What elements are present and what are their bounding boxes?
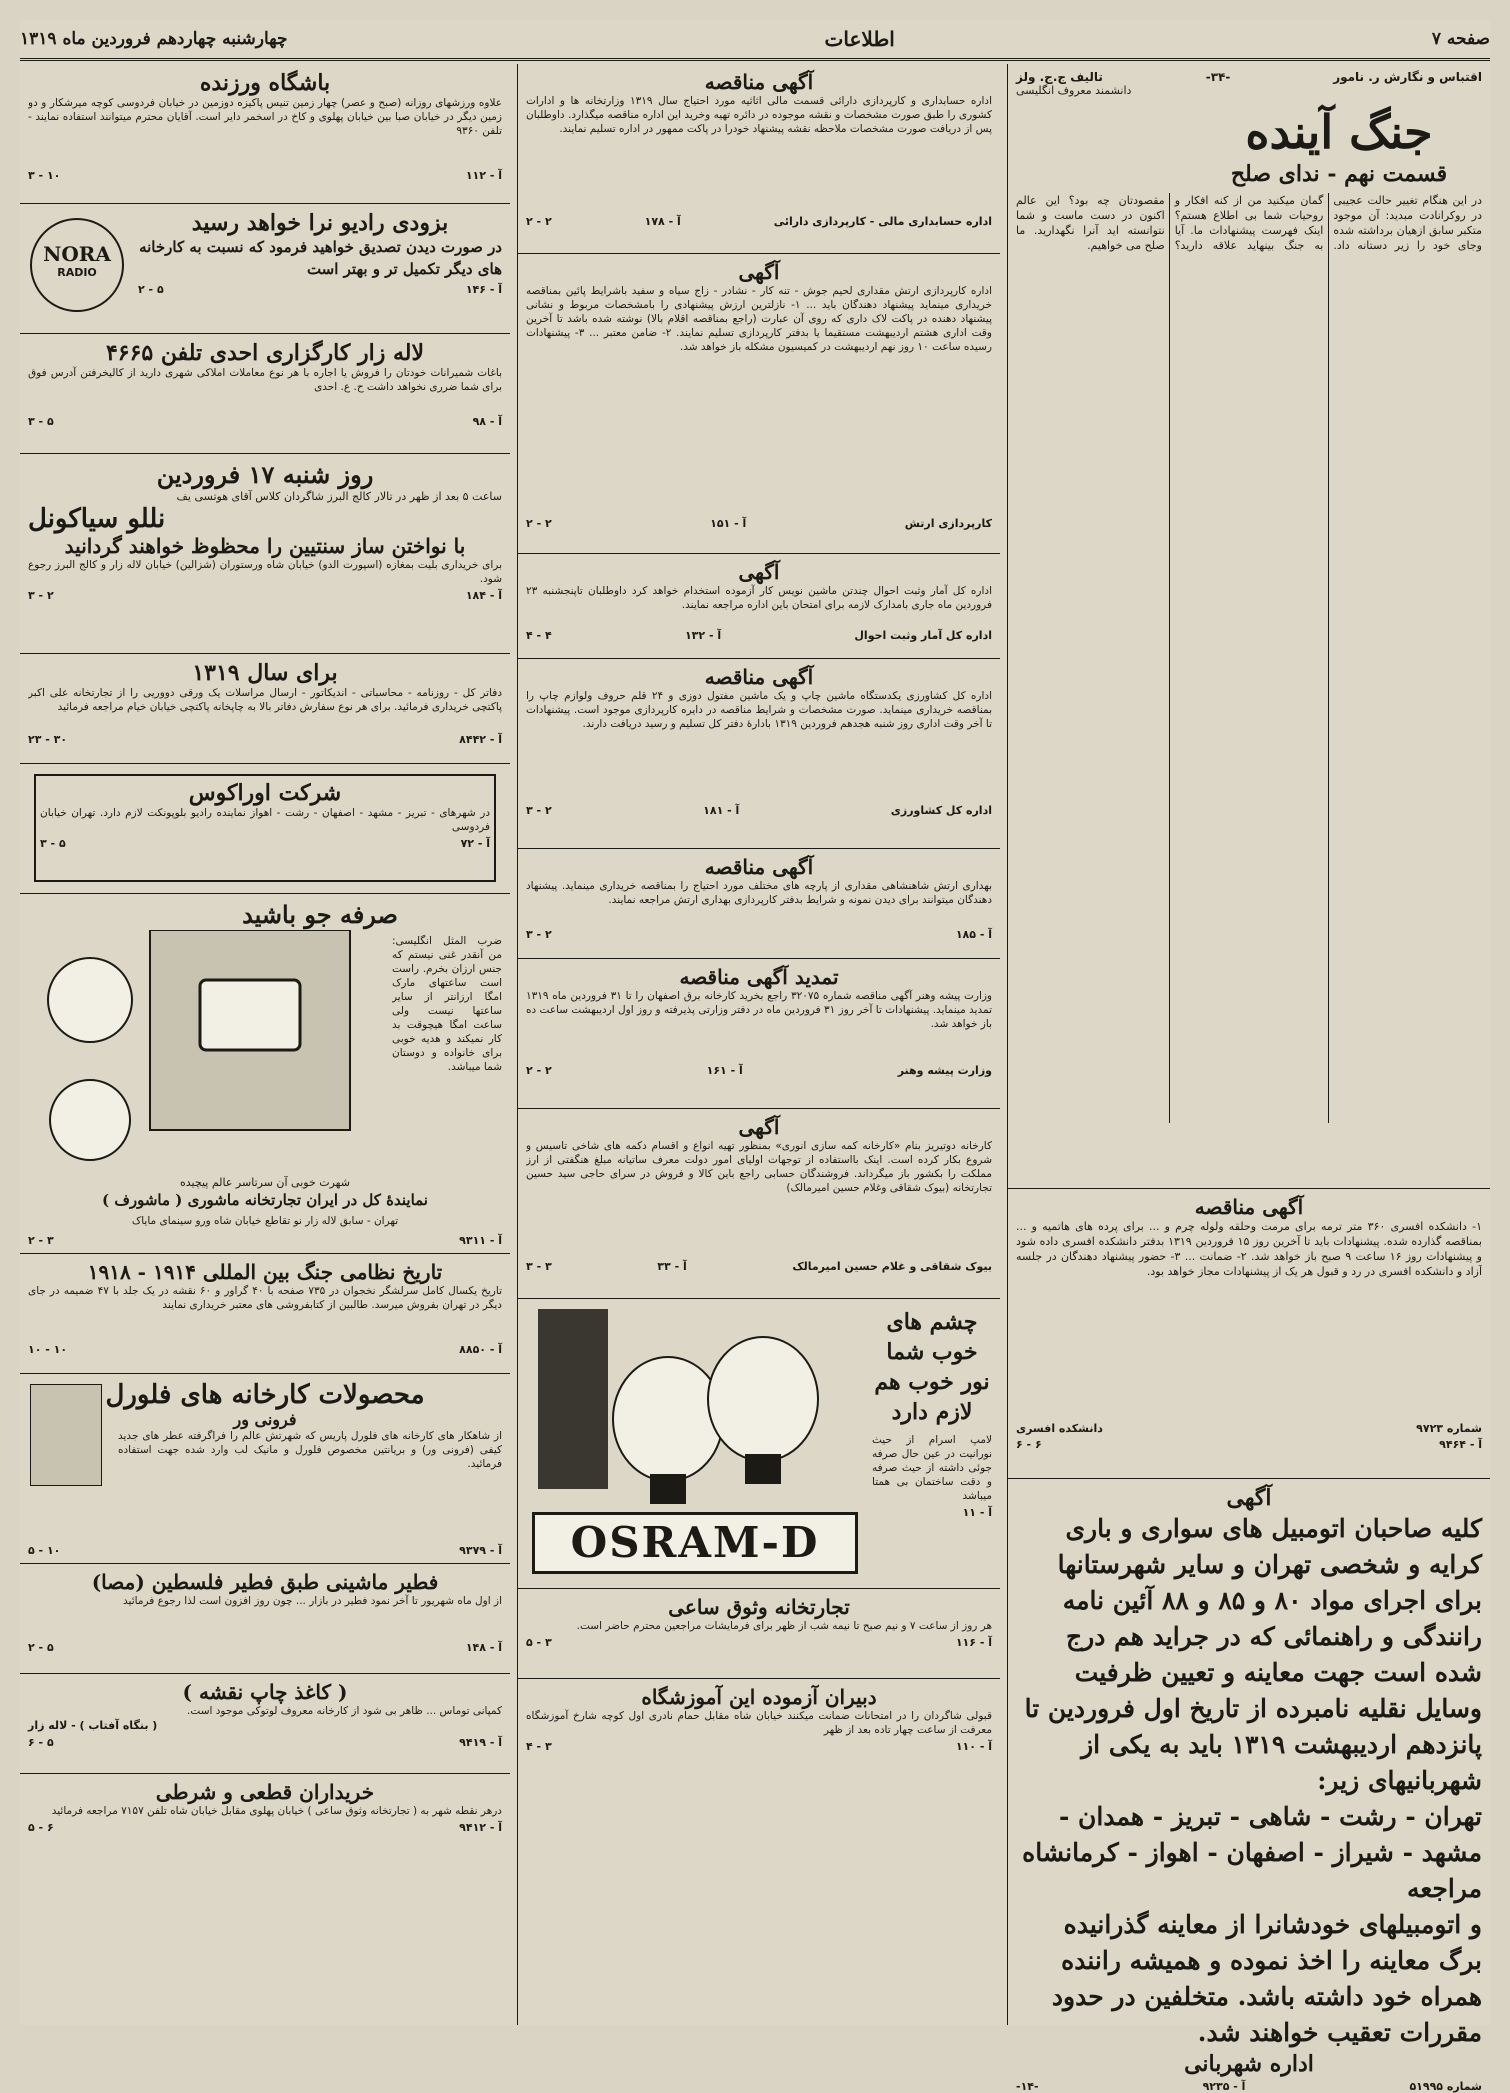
ad-text2: برای خریداری بلیت بمغازه (اسپورت الدو) خیابان شاه ورستوران (شزالین) خیابان لاله زار و کالج البرز رجوع شود. bbox=[28, 559, 502, 585]
ad-signature: اداره کل آمار وثبت احوال bbox=[854, 629, 992, 642]
newspaper-page bbox=[20, 20, 1490, 2093]
ad-code2: ۲ - ۲ bbox=[526, 517, 552, 530]
ad-code: آ - ۱۳۲ bbox=[684, 629, 722, 642]
bulb-right bbox=[708, 1337, 818, 1461]
ad-text: وزارت پیشه وهنر آگهی مناقصه شماره ۳۲۰۷۵ راجع بخرید کارخانه برق اصفهان را تا ۳۱ فروردین ماه ۱۳۱۹ تمدید مینماید. پیشنهادات تا آخر روز ۳۱ فروردین ماه در دفتر وزارتی پذیرفته و روز اول اردیبهشت ساعت ده باز خواهد شد. bbox=[526, 990, 992, 1030]
ad-code2: ۵ - ۳ bbox=[28, 415, 54, 428]
ad-text: اداره کارپردازی ارتش مقداری لحیم جوش - تنه کار - نشادر - زاج سیاه و سفید باشرایط پائین بمناقصه خریداری مینماید پیشنهاد دهندگان باید ... ۱- نازلترین ارزش پیشنهادی را بامشخصات مربوط و نشانی پیشنهاد دهنده در پاکت لاک داری که روی آن عبارت (راجع بمناقصه اقلام بالا) نوشته شده باشد تا آخرین وقت اداری هشتم اردیبهشت مستقیما یا بدفتر کارپردازی تسلیم نمایند. ۲- ضامن معتبر ... ۳- پیشنهادات رسیده ساعت ۱۰ روز نهم اردیبهشت در کمیسیون مشکله باز خواهد شد. bbox=[526, 285, 992, 353]
osram-logo: OSRAM-D bbox=[532, 1512, 858, 1574]
ad-officer-academy bbox=[1008, 1189, 1490, 1479]
ad-title: آگهی bbox=[738, 1115, 780, 1139]
ad-performer: نللو سیاکونل bbox=[28, 504, 166, 534]
ad-code2: ۲ - ۳ bbox=[526, 928, 552, 941]
ad-code2: -۱۴- bbox=[1016, 2080, 1039, 2093]
ad-code: آ - ۱۴۸ bbox=[465, 1641, 502, 1654]
ad-title: آگهی bbox=[738, 560, 780, 584]
ad-cities: تهران - رشت - شاهی - تبریز - همدان - مشهد - شیراز - اصفهان - اهواز - کرمانشاه مراجعه bbox=[1022, 1802, 1482, 1903]
ad-concert bbox=[20, 454, 510, 654]
boy-face bbox=[48, 958, 132, 1042]
bulb-left bbox=[613, 1357, 723, 1481]
ad-code: آ - ۳۳ bbox=[657, 1260, 687, 1273]
ad-osram-lamps bbox=[518, 1299, 1000, 1589]
ad-text: با نواختن ساز سنتیین را محظوظ خواهند گردانید bbox=[64, 534, 466, 558]
ad-subtitle: فرونی ور bbox=[233, 1410, 297, 1429]
ad-code: آ - ۱۱۰ bbox=[955, 1740, 992, 1753]
ad-code2: ۳ - ۲ bbox=[28, 1234, 54, 1247]
ad-code2: ۲ - ۲ bbox=[526, 215, 552, 228]
ad-subtitle: ساعت ۵ بعد از ظهر در تالار کالج البرز شاگردان کلاس آقای هوتسی یف bbox=[176, 490, 502, 503]
ad-code2: ۶ - ۶ bbox=[1016, 1438, 1042, 1451]
serial-story bbox=[1008, 64, 1490, 1189]
ad-title: خریداران قطعی و شرطی bbox=[155, 1780, 375, 1804]
ad-title: فطیر ماشینی طبق فطیر فلسطین (مصا) bbox=[91, 1570, 439, 1594]
masthead bbox=[20, 20, 1490, 61]
ad-text: قبولی شاگردان را در امتحانات ضمانت میکنند خیابان شاه مقابل حمام نادری اول کوچه شارخ آموزشگاه معرفت از ساعت چهار تاده بعد از ظهر bbox=[526, 1710, 992, 1736]
watch-face bbox=[200, 980, 300, 1050]
ad-omega-watches bbox=[20, 894, 510, 1254]
serial-adapted-by: اقتباس و نگارش ر. نامور bbox=[1333, 70, 1482, 84]
ad-floral-perfume bbox=[20, 1374, 510, 1564]
ad-code: آ - ۱۸۱ bbox=[703, 804, 740, 817]
ad-number: شماره ۹۷۲۳ bbox=[1416, 1422, 1482, 1435]
ad-code: آ - ۱۷۸ bbox=[644, 215, 681, 228]
ad-code: آ - ۹۳۷۹ bbox=[459, 1544, 502, 1557]
ad-title: ( کاغذ چاپ نقشه ) bbox=[182, 1680, 348, 1704]
ad-title: باشگاه ورزنده bbox=[199, 70, 331, 96]
ad-title: آگهی bbox=[738, 260, 780, 284]
ad-code2: ۱۰ - ۵ bbox=[28, 1544, 61, 1557]
ad-code: آ - ۹۸ bbox=[472, 415, 502, 428]
ad-statistics-office bbox=[518, 554, 1000, 659]
ad-code2: ۴ - ۴ bbox=[526, 629, 552, 642]
ad-signature: اداره شهربانی bbox=[1184, 2051, 1314, 2077]
ad-code2: ۵ - ۶ bbox=[28, 1736, 54, 1749]
ad-text2: و اتومبیلهای خودشانرا از معاینه گذرانیده برگ معاینه را اخذ نموده و همیشه راننده همراه خود داشته باشد. متخلفین در حدود مقررات تعقیب خواهند شد. bbox=[1051, 1910, 1482, 2047]
serial-title: جنگ آینده bbox=[1245, 105, 1433, 159]
ad-text: اداره حسابداری و کارپردازی دارائی قسمت مالی اثاثیه مورد احتیاج سال ۱۳۱۹ وزارتخانه ها و ادارات کشوری را طبق صورت مشخصات و نقشه موجوده در دائره تهیه وخرید این اداره مناقصه میگذارد. داوطلبان پس از دریافت صورت مشخصات ملاحظه نقشه پیشنهاد خودرا در پاکت ممهور در اداره تسلیم نمایند. bbox=[526, 95, 992, 135]
ad-code2: ۱۰ - ۳ bbox=[28, 169, 61, 182]
ad-finance-tender bbox=[518, 64, 1000, 254]
ad-army-health-tender bbox=[518, 849, 1000, 959]
ad-sports-club bbox=[20, 64, 510, 204]
ad-code2: ۲ - ۳ bbox=[526, 804, 552, 817]
ad-code: آ - ۱۵۱ bbox=[710, 517, 747, 530]
ad-text: کارخانه دوتیریز بنام «کارخانه کمه سازی انوری» بمنظور تهیه انواع و اقسام دکمه های شاخی تاسیس و شروع بکار کرده است. اینک بااستفاده از توجهات اولیای امور دولت معرف ساتیانه مبلغ هنگفتی از ارز مملکت را بکشور باز میگرداند. فروشندگان حسابی راجع باین کالا و فروش در سرای حاجی سید حسین تجارتخانه (بیوک شقاقی وغلام حسین امیرمالک) bbox=[526, 1140, 992, 1194]
ad-war-history bbox=[20, 1254, 510, 1374]
column-left bbox=[20, 64, 510, 2025]
ad-police-vehicles bbox=[1008, 1479, 1490, 2093]
ad-ahadi-agency bbox=[20, 334, 510, 454]
ad-buyers bbox=[20, 1774, 510, 1874]
ad-fame: شهرت خوبی آن سرتاسر عالم پیچیده bbox=[180, 1176, 350, 1189]
ad-code: آ - ۹۳۱۱ bbox=[459, 1234, 502, 1247]
ad-agriculture-tender bbox=[518, 659, 1000, 849]
ad-orakos bbox=[20, 764, 510, 894]
ad-code2: ۵ - ۳ bbox=[40, 837, 66, 850]
ad-text: تاریخ یکسال کامل سرلشگر نخجوان در ۷۳۵ صفحه با ۴۰ گراور و ۶۰ نقشه در یک جلد با ۴۷ ضمیمه در جای دیگر در تهران بفروش میرسد. طالبین از کتابفروشی های معتبر خریداری نمایند bbox=[28, 1285, 502, 1311]
nora-logo-sub: RADIO bbox=[57, 266, 97, 279]
ad-code: آ - ۱۸۵ bbox=[955, 928, 992, 941]
ad-button-factory bbox=[518, 1109, 1000, 1299]
ad-code: آ - ۱۱۲ bbox=[465, 169, 502, 182]
ad-text: در شهرهای - تبریز - مشهد - اصفهان - رشت - اهواز نماینده رادیو بلوپونکت لازم دارد. تهران خیابان فردوسی bbox=[40, 807, 490, 833]
man-face bbox=[50, 1080, 130, 1160]
column-right bbox=[1007, 64, 1490, 2093]
ad-title: روز شنبه ۱۷ فروردین bbox=[156, 460, 374, 489]
issue-date: چهارشنبه چهاردهم فروردین ماه ۱۳۱۹ bbox=[20, 29, 288, 49]
ad-map-paper bbox=[20, 1674, 510, 1774]
ad-signature: اداره حسابداری مالی - کارپردازی دارائی bbox=[773, 215, 992, 228]
ad-text: اداره کل کشاورزی یکدستگاه ماشین چاپ و یک ماشین مفتول دوزی و ۲۴ قلم حروف ولوازم چاپ را بمناقصه خریداری مینماید. صورت مشخصات و شرایط مناقصه در دایره کارپردازی موجود است. پیشنهادات تا آخر وقت اداری روز شنبه هجدهم فروردین ۱۳۱۹ بادارهٔ دفتر کل تسلیم و رسید دریافت دارند. bbox=[526, 690, 992, 730]
ad-agency: نمایندهٔ کل در ایران تجارتخانه ماشوری ( ماشورف ) bbox=[102, 1191, 428, 1209]
serial-author-desc: دانشمند معروف انگلیسی bbox=[1016, 84, 1132, 97]
building-silhouette bbox=[538, 1309, 608, 1489]
ad-title: آگهی bbox=[1226, 1485, 1272, 1511]
ad-shop: ( بنگاه آفتاب ) - لاله زار bbox=[28, 1719, 158, 1732]
ad-code: آ - ۷۲ bbox=[460, 837, 490, 850]
ad-text: کلیه صاحبان اتومبیل های سواری و باری کرایه و شخصی تهران و سایر شهرستانها برای اجرای مواد ۸۰ و ۸۵ و ۸۸ آئین نامه رانندگی و راهنمائی که در جراید هم درج شده است جهت معاینه و تعیین ظرفیت وسایل نقلیه نامبرده از تاریخ اول فروردین تا پانزدهم اردیبهشت ۱۳۱۹ باید به یکی از شهربانیهای زیر: bbox=[1024, 1514, 1482, 1795]
ad-title: آگهی مناقصه bbox=[1194, 1195, 1304, 1219]
ad-title: دبیران آزموده این آموزشگاه bbox=[641, 1685, 877, 1709]
ad-title: بزودی رادیو نرا خواهد رسید bbox=[191, 210, 449, 236]
ad-army-procurement bbox=[518, 254, 1000, 554]
ad-signature: دانشکده افسری bbox=[1016, 1422, 1103, 1435]
ad-title: برای سال ۱۳۱۹ bbox=[192, 660, 338, 686]
ad-signature: وزارت پیشه وهنر bbox=[897, 1064, 992, 1077]
ad-code2: ۲ - ۲ bbox=[526, 1064, 552, 1077]
newspaper-name: اطلاعات bbox=[824, 27, 895, 51]
ad-code2: ۲ - ۳ bbox=[28, 589, 54, 602]
ad-text: کمپانی توماس ... ظاهر بی شود از کارخانه معروف لوتوکی موجود است. bbox=[187, 1705, 502, 1717]
ad-text: هر روز از ساعت ۷ و نیم صبح تا نیمه شب از ظهر برای فرمایشات مراجعین محترم حاضر است. bbox=[576, 1620, 992, 1632]
ad-number: شماره ۵۱۹۹۵ bbox=[1409, 2080, 1482, 2093]
ad-code: آ - ۱۶۱ bbox=[706, 1064, 743, 1077]
serial-number: -۳۴- bbox=[1205, 70, 1231, 84]
osram-text: لامپ اسرام از حیث نورانیت در عین حال صرفه جوئی داشته از حیث صرفه و دقت ساختمان بی همتا میباشد bbox=[872, 1434, 992, 1502]
ad-text: دفاتر کل - روزنامه - محاسباتی - اندیکاتور - ارسال مراسلات یک ورقی دووریی را از تجارتخانه علی اکبر پاکتچی خریداری فرمائید. برای هر نوع سفارش دفاتر بالا به چاپخانه پاکتچی خیابان خیام مراجعه فرمائید bbox=[28, 687, 502, 713]
ad-code: آ - ۱۱۶ bbox=[955, 1636, 992, 1649]
perfume-bottle-image bbox=[30, 1384, 102, 1486]
ad-title: آگهی مناقصه bbox=[704, 70, 814, 94]
ad-code: آ - ۱۴۶ bbox=[465, 283, 502, 296]
ad-text: باغات شمیرانات خودتان را فروش یا اجاره با هر نوع معاملات املاکی شهری دارید از کالیخرفتن آدرس فوق برای شما ضرری نخواهد داشت ح. ع. احدی bbox=[28, 367, 502, 393]
ad-title: تاریخ نظامی جنگ بین المللی ۱۹۱۴ - ۱۹۱۸ bbox=[87, 1260, 443, 1284]
ad-text: اداره کل آمار وثبت احوال چندتن ماشین نویس کار آزموده استخدام خواهد کرد داوطلبان تاپنجشنبه ۲۳ فروردین ماه جاری بامدارک لازمه برای امتحان باین اداره مراجعه نمایند. bbox=[526, 585, 992, 611]
ad-text: علاوه ورزشهای روزانه (صبح و عصر) چهار زمین تنیس پاکیزه دوزمین در خیابان فردوسی کوچه میرشکار و دو زمین دیگر در خیابان صبا بین خیابان پهلوی و کاخ در اسخمر دایر است. آقایان محترم میتوانند استفاده نمایند - تلفن ۹۳۶۰ bbox=[28, 97, 502, 137]
column-middle bbox=[517, 64, 1000, 2025]
ad-palestine-pastry bbox=[20, 1564, 510, 1674]
ad-text: ضرب المثل انگلیسی: من آنقدر غنی نیستم که جنس ارزان بخرم. راست است ساعتهای مارک امگا ارزانتر از سایر ساعتها نیست ولی ساعت امگا هیچوقت بد کار نمیکند و هدیه خوبی برای خانواده و دوستان شما میباشد. bbox=[392, 935, 502, 1073]
ad-title: صرفه جو باشید bbox=[242, 900, 398, 929]
ad-title: آگهی مناقصه bbox=[704, 855, 814, 879]
ad-text: از اول ماه شهریور تا آخر نمود فطیر در بازار ... چون روز افزون است لذا رجوع فرمائید bbox=[123, 1595, 502, 1607]
ad-code2: ۳ - ۴ bbox=[526, 1740, 552, 1753]
ad-code: آ - ۸۸۵۰ bbox=[459, 1343, 502, 1356]
nora-logo bbox=[30, 218, 124, 312]
ad-text: از شاهکار های کارخانه های فلورل پاریس که شهرتش عالم را فراگرفته عطر های جدید کیفی (فرونی ور) و بریانتین مخصوص فلورل و مانیک لب وارد شده جهت استفاده فرمائید. bbox=[118, 1430, 502, 1470]
bulb-left-base bbox=[650, 1474, 686, 1504]
serial-part: قسمت نهم - ندای صلح bbox=[1230, 161, 1448, 187]
ad-code: آ - ۹۴۱۹ bbox=[459, 1736, 502, 1749]
ad-code2: ۳ - ۳ bbox=[526, 1260, 552, 1273]
ad-code: آ - ۱۸۴ bbox=[465, 589, 502, 602]
serial-author: تالیف ج.ج. ولز bbox=[1016, 70, 1103, 84]
ad-code: آ - ۹۴۶۴ bbox=[1439, 1438, 1482, 1451]
ad-code2: ۳۰ - ۲۳ bbox=[28, 733, 68, 746]
omega-illustration bbox=[30, 930, 370, 1170]
ad-text: بهداری ارتش شاهنشاهی مقداری از پارچه های مختلف مورد احتیاج را بمناقصه خریداری مینماید. پیشنهاد دهندگان میتوانند برای دیدن نمونه و شرایط بدفتر کارپردازی بهداری ارتش مراجعه نمایند. bbox=[526, 880, 992, 906]
ad-ledgers bbox=[20, 654, 510, 764]
ad-code: آ - ۹۲۳۵ bbox=[1202, 2080, 1246, 2093]
ad-code2: ۳ - ۵ bbox=[526, 1636, 552, 1649]
nora-logo-text: NORA bbox=[43, 242, 111, 266]
ad-code2: ۵ - ۲ bbox=[138, 283, 164, 296]
ad-text: در صورت دیدن تصدیق خواهید فرمود که نسبت به کارخانه های دیگر تکمیل تر و بهتر است bbox=[139, 238, 502, 278]
ad-code2: ۶ - ۵ bbox=[28, 1821, 54, 1834]
ad-signature: بیوک شقاقی و غلام حسین امیرمالک bbox=[792, 1260, 992, 1273]
ad-code: آ - ۹۴۱۲ bbox=[459, 1821, 502, 1834]
ad-vosough-saei bbox=[518, 1589, 1000, 1679]
ad-title: تمدید آگهی مناقصه bbox=[679, 965, 839, 989]
ad-signature: اداره کل کشاورزی bbox=[890, 804, 992, 817]
bulb-right-base bbox=[745, 1454, 781, 1484]
ad-address: تهران - سابق لاله زار نو تقاطع خیابان شاه ورو سینمای مایاک bbox=[131, 1215, 399, 1227]
ad-code: آ - ۸۴۴۲ bbox=[459, 733, 502, 746]
ad-title: آگهی مناقصه bbox=[704, 665, 814, 689]
ad-text: درهر نقطه شهر به ( تجارتخانه وثوق ساعی ) خیابان پهلوی مقابل خیابان شاه تلفن ۷۱۵۷ مراجعه فرمائید bbox=[51, 1805, 502, 1817]
osram-headline: چشم های خوب شما نور خوب هم لازم دارد bbox=[874, 1309, 990, 1425]
ad-title: تجارتخانه وثوق ساعی bbox=[668, 1595, 850, 1619]
ad-code: آ - ۱۱ bbox=[962, 1506, 992, 1519]
page-number: صفحه ۷ bbox=[1431, 29, 1490, 49]
ad-title: محصولات کارخانه های فلورل bbox=[105, 1380, 425, 1410]
ad-title: لاله زار کارگزاری احدی تلفن ۴۶۶۵ bbox=[105, 340, 425, 366]
serial-body: در این هنگام تغییر حالت عجیبی در روکرانادت مبدید: آن موجود متکبر سابق ازهیان برداشته شده وجای خود را زیر دستانه داد. گمان میکنید من از کنه افکار و روحیات شما بی اطلاع هستم؟ اینک فهرست پیشنهادات ما. آیا به جنگ بینهاید علاقه دارید؟ مقصودتان چه بود؟ این عالم اکنون در دست ماست و شما نتوانسته اید آنرا نگهدارید. ما صلح می خواهیم. bbox=[1016, 194, 1482, 252]
ad-text: ۱- دانشکده افسری ۳۶۰ متر ترمه برای مرمت وحلقه ولوله چرم و ... برای پرده های هاتمیه و ... بمناقصه گذارده شده. پیشنهادات باید تا آخرین روز ۱۵ فروردین ۱۳۱۹ بدفتر دانشکده افسری داده شود و پیشنهادات روز ۱۶ ساعت ۹ صبح باز خواهد شد. ۲- ضمانت ... ۳- حضور پیشنهاد دهندگان در جلسه آزاد و دانشکده افسری در رد و قبول هر یک از پیشنهادات مجاز خواهد بود. bbox=[1016, 1220, 1482, 1278]
ad-code2: ۱۰ - ۱۰ bbox=[28, 1343, 68, 1356]
ad-title: شرکت اوراکوس bbox=[188, 780, 342, 806]
ad-code2: ۵ - ۲ bbox=[28, 1641, 54, 1654]
ad-school bbox=[518, 1679, 1000, 1775]
ad-nora-radio bbox=[20, 204, 510, 334]
ad-extension-tender bbox=[518, 959, 1000, 1109]
ad-signature: کارپردازی ارتش bbox=[904, 517, 992, 530]
